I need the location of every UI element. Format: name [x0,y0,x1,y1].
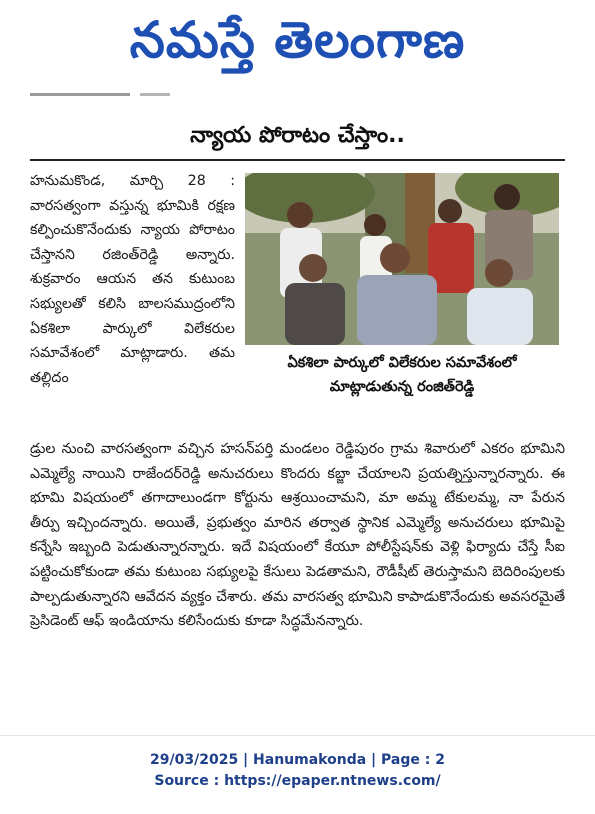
headline-rule [30,159,565,161]
article-lead-text: హనుమకొండ, మార్చి 28 : వారసత్వంగా వస్తున్న భూమికి రక్షణ కల్పించుకొనేందుకు న్యాయ పోరాటం చేస్తానని రజింత్‌రెడ్డి అన్నారు. శుక్రవారం ఆయన తన కుటుంబ సభ్యులతో కలిసి బాలసముద్రంలోని ఏకశిలా పార్కులో విలేకరుల సమావేశంలో మాట్లాడారు. తమ తల్లిదం [30,173,235,386]
news-clipping [30,93,565,733]
article-body-text: డ్రుల నుంచి వారసత్వంగా వచ్చిన హసన్‌పర్తి మండలం రెడ్డిపురం గ్రామ శివారులో ఎకరం భూమిని ఎమ్మెల్యే నాయిని రాజేందర్‌రెడ్డి అనుచరులు కొందరు కబ్జా చేయాలని ప్రయత్నిస్తున్నారన్నారు. ఈ భూమి విషయంలో తగాదాలుండగా కోర్టును ఆశ్రయించామని, మా అమ్మ టేకులమ్మ, నా పేరున తీర్పు ఇచ్చిందన్నారు. అయితే, ప్రభుత్వం మారిన తర్వాత స్థానిక ఎమ్మెల్యే అనుచరులు భూమిపై కన్నేసి ఇబ్బంది పెడుతున్నారన్నారు. ఇదే విషయంలో కేయూ పోలీస్టేషన్‌కు వెళ్లి ఫిర్యాదు చేస్తే సీఐ పట్టించుకోకుండా తమ కుటుంబ సభ్యులపై కేసులు పెడతామని, రౌడీషీట్ తెరుస్తామని బెదిరింపులకు పాల్పడుతున్నారని ఆవేదన వ్యక్తం చేశారు. తమ వారసత్వ భూమిని కాపాడుకొనేందుకు అవసరమైతే ప్రెసిడెంట్ ఆఫ్ ఇండియాను కలిసేందుకు కూడా సిద్ధమేనన్నారు. [30,441,565,630]
masthead-title: నమస్తే తెలంగాణ [129,11,466,69]
press-meet-photo-drawing [245,173,559,345]
edition-info: 29/03/2025 | Hanumakonda | Page : 2 [150,752,445,768]
source-link[interactable]: Source : https://epaper.ntnews.com/ [154,773,441,789]
clip-top-edge [30,93,130,96]
clip-top-edge-fragment [140,93,170,96]
newspaper-masthead [0,0,595,80]
photo-caption-line-1: ఏకశిలా పార్కులో విలేకరుల సమావేశంలో [287,355,517,371]
photo-caption [245,351,559,399]
photo-caption-line-2: మాట్లాడుతున్న రంజిత్‌రెడ్డి [329,379,475,395]
source-footer [0,750,595,792]
footer-divider [0,735,595,736]
article-headline: న్యాయ పోరాటం చేస్తాం.. [190,123,405,148]
press-meet-photo [245,173,559,345]
